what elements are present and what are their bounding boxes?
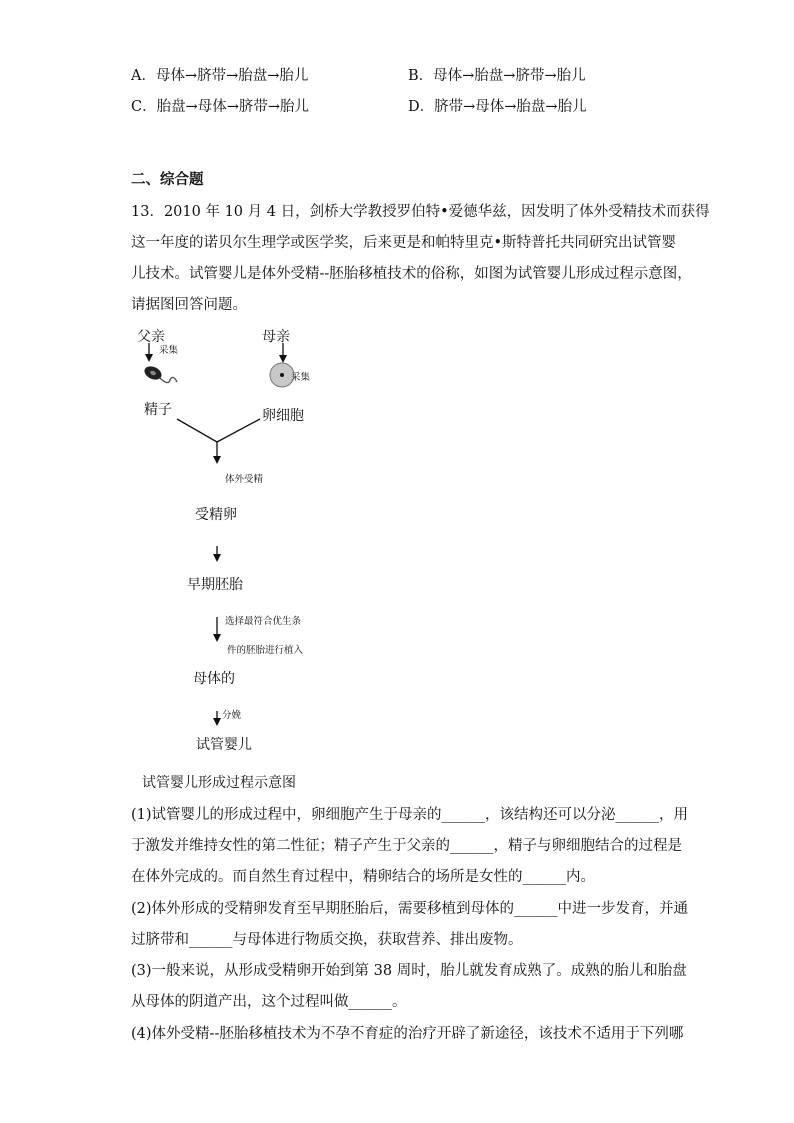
label-select-line-1: 选择最符合优生条: [225, 616, 302, 627]
label-sperm: 精子: [144, 402, 172, 418]
label-egg: 卵细胞: [262, 408, 304, 424]
label-delivery: 分娩: [222, 710, 242, 721]
q13-intro-line-3: 儿技术。试管婴儿是体外受精--胚胎移植技术的俗称，如图为试管婴儿形成过程示意图，: [131, 266, 692, 282]
section-title: 二、综合题: [131, 171, 204, 188]
q13-sub-line-8: (4)体外受精--胚胎移植技术为不孕不育症的治疗开辟了新途径，该技术不适用于下列哪: [131, 1026, 684, 1042]
q13-sub-line-4: (2)体外形成的受精卵发育至早期胚胎后，需要移植到母体的______中进一步发育，并通: [131, 901, 689, 917]
label-mother-body: 母体的: [193, 671, 235, 687]
label-in-vitro-fertilization: 体外受精: [225, 474, 264, 485]
option-a: A．母体→脐带→胎盘→胎儿: [131, 68, 309, 84]
label-early-embryo: 早期胚胎: [187, 577, 243, 593]
q13-intro-line-2: 这一年度的诺贝尔生理学或医学奖，后来更是和帕特里克•斯特普托共同研究出试管婴: [131, 235, 677, 251]
q13-sub-line-7: 从母体的阴道产出，这个过程叫做______。: [131, 994, 407, 1010]
q13-sub-line-2: 于激发并维持女性的第二性征；精子产生于父亲的______，精子与卵细胞结合的过程是: [131, 838, 682, 854]
option-d: D．脐带→母体→胎盘→胎儿: [408, 99, 587, 115]
merge-line-left: [177, 419, 217, 442]
q13-sub-line-3: 在体外完成的。而自然生育过程中，精卵结合的场所是女性的______内。: [131, 869, 595, 885]
label-test-tube-baby: 试管婴儿: [196, 737, 252, 753]
label-select-line-2: 件的胚胎进行植入: [227, 645, 304, 656]
option-b: B．母体→胎盘→脐带→胎儿: [408, 68, 586, 84]
label-zygote: 受精卵: [195, 507, 237, 523]
option-c: C．胎盘→母体→脐带→胎儿: [131, 99, 310, 115]
diagram-caption: 试管婴儿形成过程示意图: [142, 775, 296, 791]
merge-line-right: [217, 419, 260, 442]
q13-intro-line-4: 请据图回答问题。: [131, 297, 247, 313]
q13-intro-line-1: 13．2010 年 10 月 4 日，剑桥大学教授罗伯特•爱德华兹，因发明了体外受精技术而获得: [131, 204, 710, 220]
label-collect-right: 采集: [291, 372, 311, 383]
q13-sub-line-6: (3)一般来说，从形成受精卵开始到第 38 周时，胎儿就发育成熟了。成熟的胎儿和胎盘: [131, 963, 687, 979]
label-collect-left: 采集: [159, 345, 179, 356]
label-mother: 母亲: [262, 329, 290, 345]
q13-sub-line-5: 过脐带和______与母体进行物质交换，获取营养、排出废物。: [131, 932, 523, 948]
label-father: 父亲: [137, 329, 165, 345]
sperm-icon: [142, 364, 177, 383]
q13-sub-line-1: (1)试管婴儿的形成过程中，卵细胞产生于母亲的______，该结构还可以分泌______，用: [131, 807, 689, 823]
